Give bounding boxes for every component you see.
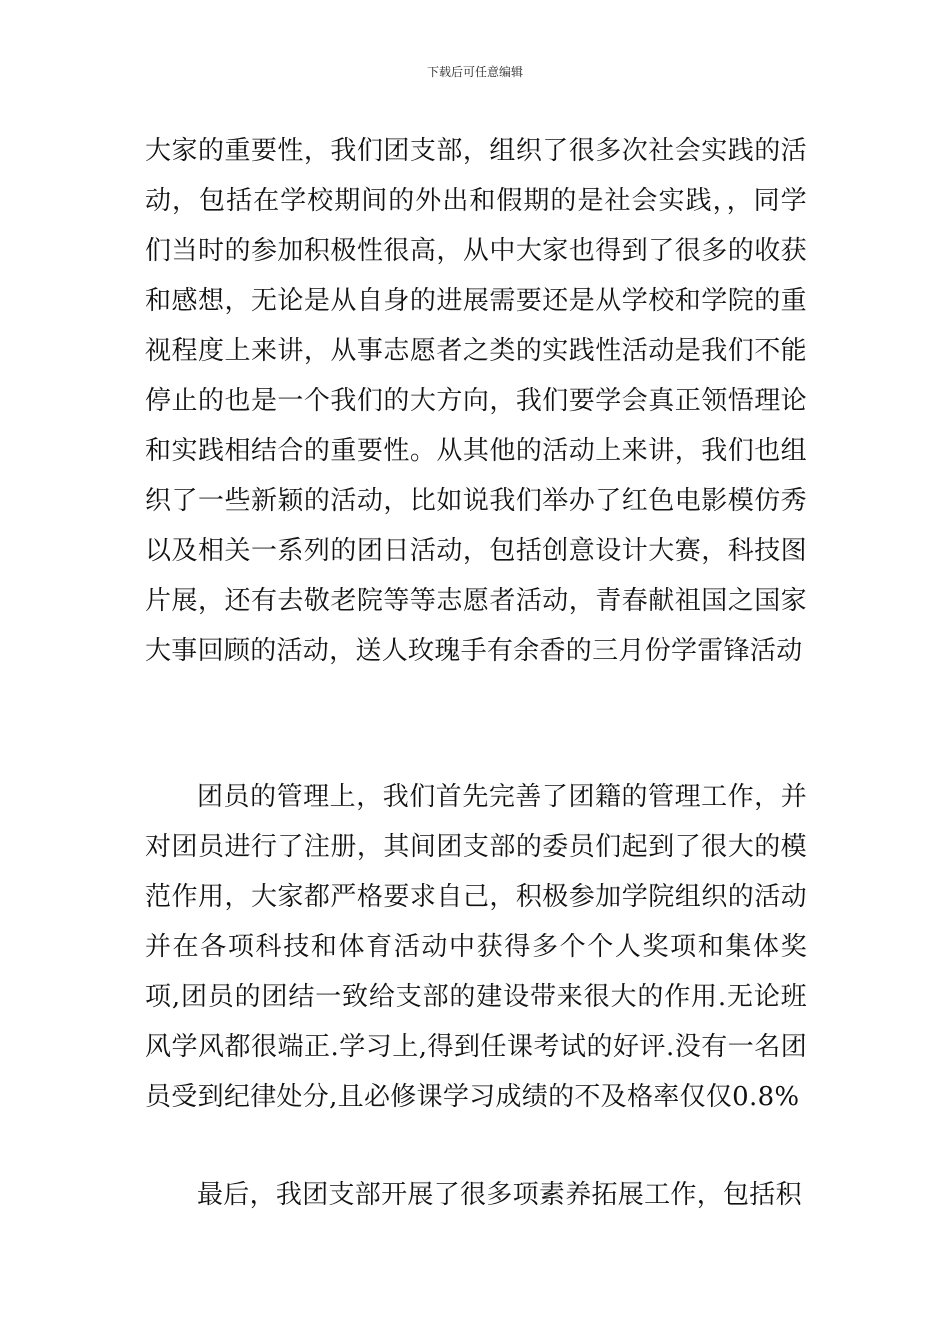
page-header-note: 下载后可任意编辑 — [426, 65, 523, 79]
body-paragraph-1: 大家的重要性，我们团支部，组织了很多次社会实践的活动，包括在学校期间的外出和假期的是社会实践，，同学们当时的参加积极性很高，从中大家也得到了很多的收获和感想，无论是从自身的进展需要还是从学校和学院的重视程度上来讲，从事志愿者之类的实践性活动是我们不能停止的也是一个我们的大方向，我们要学会真正领悟理论和实践相结合的重要性。从其他的活动上来讲，我们也组织了一些新颖的活动，比如说我们举办了红色电影模仿秀以及相关一系列的团日活动，包括创意设计大赛，科技图片展，还有去敬老院等等志愿者活动，青春献祖国之国家大事回顾的活动，送人玫瑰手有余香的三月份学雷锋活动 — [145, 136, 807, 666]
body-paragraph-3: 最后，我团支部开展了很多项素养拓展工作，包括积 — [197, 1180, 802, 1210]
body-paragraph-2: 团员的管理上，我们首先完善了团籍的管理工作，并对团员进行了注册，其间团支部的委员们起到了很大的模范作用，大家都严格要求自己，积极参加学院组织的活动并在各项科技和体育活动中获得多个个人奖项和集体奖项,团员的团结一致给支部的建设带来很大的作用.无论班风学风都很端正.学习上,得到任课考试的好评.没有一名团员受到纪律处分,且必修课学习成绩的不及格率仅仅0.8% — [145, 782, 807, 1112]
